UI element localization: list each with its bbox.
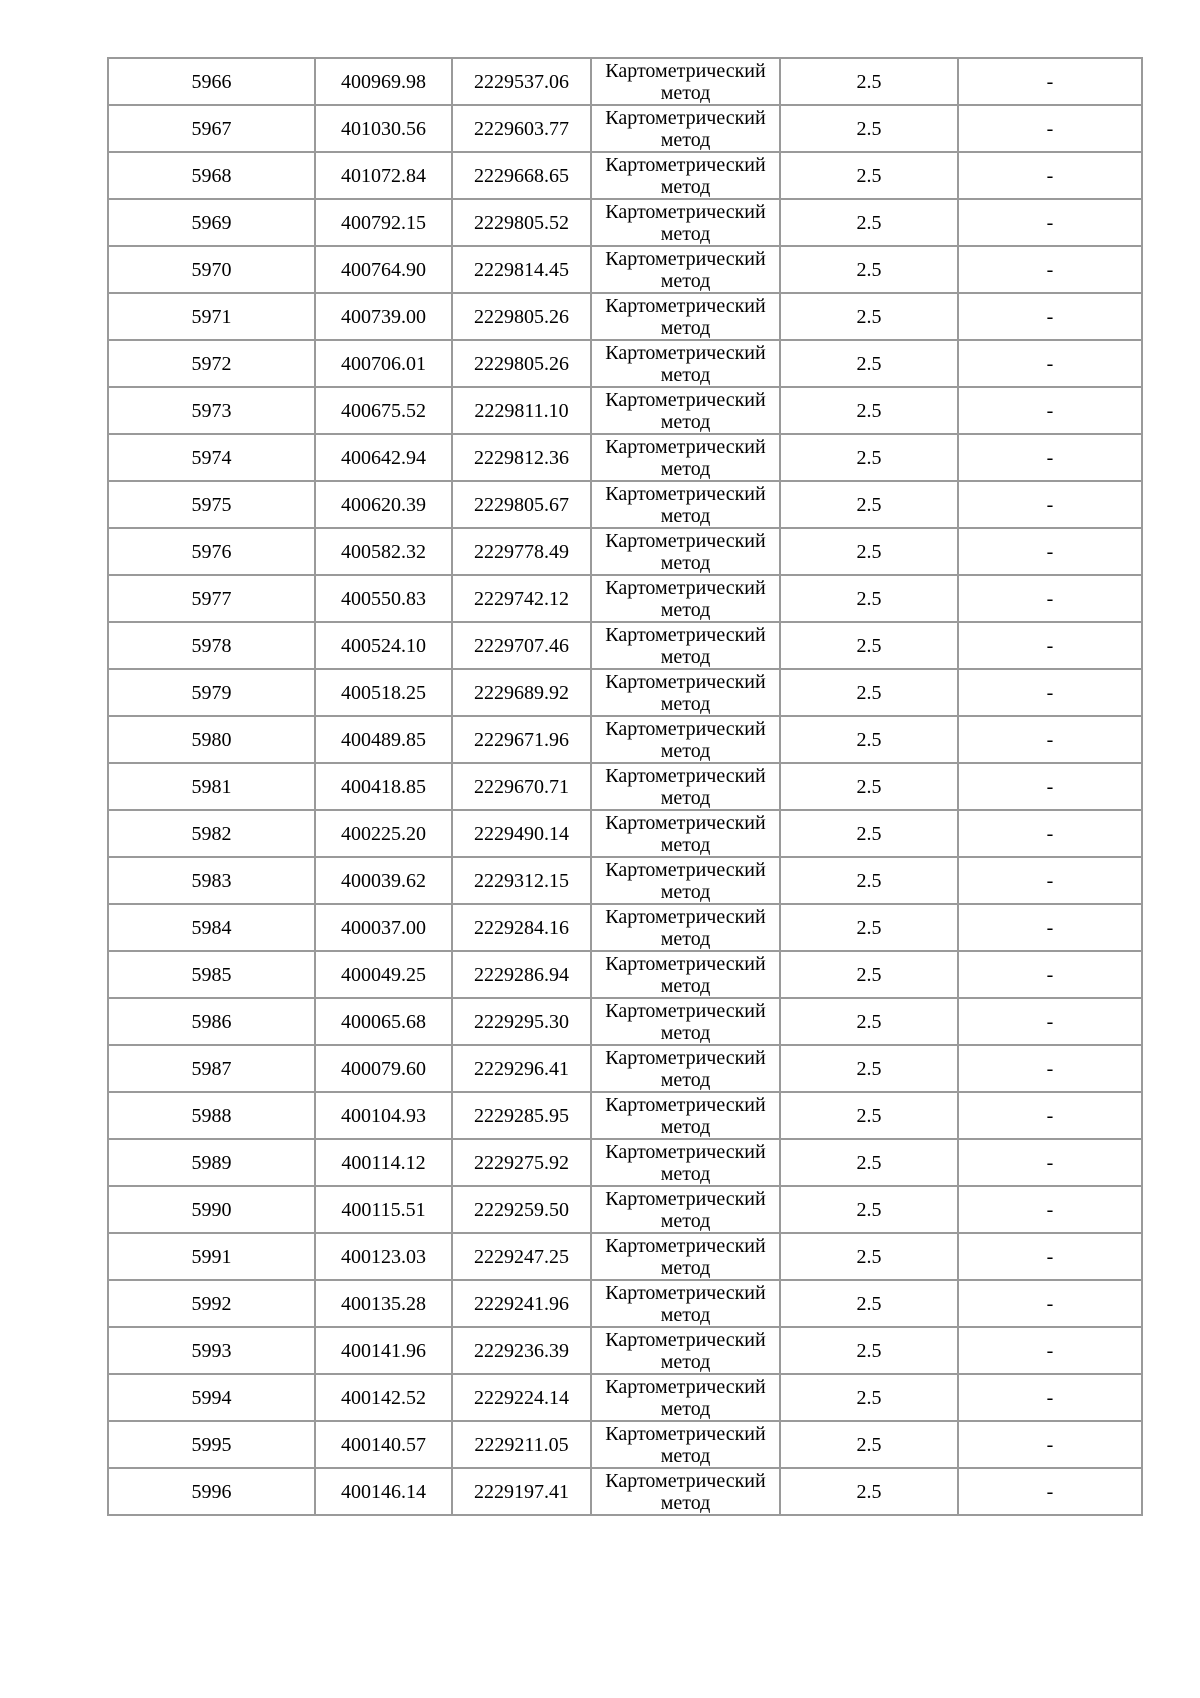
accuracy-cell: 2.5 (780, 669, 958, 716)
table-row (108, 716, 1142, 763)
point-number-cell: 5985 (108, 951, 315, 998)
method-line-1: Картометрический (605, 482, 766, 505)
method-line-1: Картометрический (605, 435, 766, 458)
note-cell: - (958, 58, 1142, 105)
note-cell: - (958, 481, 1142, 528)
method-line-1: Картометрический (605, 1093, 766, 1116)
table-row (108, 951, 1142, 998)
method-line-2: метод (660, 363, 711, 386)
method-line-1: Картометрический (605, 1234, 766, 1257)
x-coordinate-cell: 400620.39 (315, 481, 452, 528)
method-line-2: метод (660, 1115, 711, 1138)
x-coordinate-cell: 400706.01 (315, 340, 452, 387)
method-line-2: метод (660, 410, 711, 433)
accuracy-cell: 2.5 (780, 998, 958, 1045)
coordinates-table (107, 57, 1143, 1516)
accuracy-cell: 2.5 (780, 716, 958, 763)
x-coordinate-cell: 400524.10 (315, 622, 452, 669)
accuracy-cell: 2.5 (780, 481, 958, 528)
method-line-1: Картометрический (605, 1187, 766, 1210)
note-cell: - (958, 669, 1142, 716)
table-row (108, 1421, 1142, 1468)
y-coordinate-cell: 2229814.45 (452, 246, 591, 293)
method-cell (591, 763, 780, 810)
note-cell: - (958, 1139, 1142, 1186)
method-line-2: метод (660, 833, 711, 856)
point-number-cell: 5996 (108, 1468, 315, 1515)
table-row (108, 387, 1142, 434)
x-coordinate-cell: 400135.28 (315, 1280, 452, 1327)
point-number-cell: 5988 (108, 1092, 315, 1139)
x-coordinate-cell: 400146.14 (315, 1468, 452, 1515)
method-line-1: Картометрический (605, 1375, 766, 1398)
accuracy-cell: 2.5 (780, 1468, 958, 1515)
y-coordinate-cell: 2229490.14 (452, 810, 591, 857)
accuracy-cell: 2.5 (780, 1421, 958, 1468)
method-line-2: метод (660, 786, 711, 809)
point-number-cell: 5971 (108, 293, 315, 340)
y-coordinate-cell: 2229259.50 (452, 1186, 591, 1233)
y-coordinate-cell: 2229296.41 (452, 1045, 591, 1092)
x-coordinate-cell: 400049.25 (315, 951, 452, 998)
method-cell (591, 669, 780, 716)
table-row (108, 434, 1142, 481)
method-line-2: метод (660, 739, 711, 762)
accuracy-cell: 2.5 (780, 1092, 958, 1139)
method-line-1: Картометрический (605, 623, 766, 646)
accuracy-cell: 2.5 (780, 528, 958, 575)
method-line-1: Картометрический (605, 59, 766, 82)
method-line-1: Картометрический (605, 764, 766, 787)
note-cell: - (958, 105, 1142, 152)
y-coordinate-cell: 2229241.96 (452, 1280, 591, 1327)
y-coordinate-cell: 2229707.46 (452, 622, 591, 669)
table-row (108, 622, 1142, 669)
note-cell: - (958, 1280, 1142, 1327)
accuracy-cell: 2.5 (780, 857, 958, 904)
accuracy-cell: 2.5 (780, 293, 958, 340)
x-coordinate-cell: 400418.85 (315, 763, 452, 810)
method-cell (591, 58, 780, 105)
point-number-cell: 5983 (108, 857, 315, 904)
x-coordinate-cell: 400079.60 (315, 1045, 452, 1092)
note-cell: - (958, 716, 1142, 763)
method-line-2: метод (660, 1162, 711, 1185)
point-number-cell: 5969 (108, 199, 315, 246)
table-row (108, 1186, 1142, 1233)
y-coordinate-cell: 2229236.39 (452, 1327, 591, 1374)
method-line-2: метод (660, 504, 711, 527)
method-line-2: метод (660, 1303, 711, 1326)
method-line-2: метод (660, 128, 711, 151)
accuracy-cell: 2.5 (780, 1139, 958, 1186)
y-coordinate-cell: 2229285.95 (452, 1092, 591, 1139)
x-coordinate-cell: 400489.85 (315, 716, 452, 763)
y-coordinate-cell: 2229805.52 (452, 199, 591, 246)
y-coordinate-cell: 2229312.15 (452, 857, 591, 904)
accuracy-cell: 2.5 (780, 434, 958, 481)
accuracy-cell: 2.5 (780, 622, 958, 669)
method-line-2: метод (660, 81, 711, 104)
y-coordinate-cell: 2229275.92 (452, 1139, 591, 1186)
point-number-cell: 5995 (108, 1421, 315, 1468)
table-row (108, 340, 1142, 387)
method-line-1: Картометрический (605, 999, 766, 1022)
method-line-1: Картометрический (605, 1422, 766, 1445)
y-coordinate-cell: 2229537.06 (452, 58, 591, 105)
note-cell: - (958, 1468, 1142, 1515)
method-line-2: метод (660, 1491, 711, 1514)
method-line-1: Картометрический (605, 1046, 766, 1069)
point-number-cell: 5992 (108, 1280, 315, 1327)
method-line-1: Картометрический (605, 905, 766, 928)
method-line-2: метод (660, 927, 711, 950)
method-cell (591, 246, 780, 293)
method-line-2: метод (660, 598, 711, 621)
method-line-2: метод (660, 1256, 711, 1279)
accuracy-cell: 2.5 (780, 904, 958, 951)
point-number-cell: 5982 (108, 810, 315, 857)
method-line-2: метод (660, 1444, 711, 1467)
note-cell: - (958, 1327, 1142, 1374)
y-coordinate-cell: 2229668.65 (452, 152, 591, 199)
point-number-cell: 5990 (108, 1186, 315, 1233)
point-number-cell: 5977 (108, 575, 315, 622)
method-line-2: метод (660, 1068, 711, 1091)
accuracy-cell: 2.5 (780, 1327, 958, 1374)
table-row (108, 246, 1142, 293)
y-coordinate-cell: 2229224.14 (452, 1374, 591, 1421)
method-line-2: метод (660, 1397, 711, 1420)
x-coordinate-cell: 400792.15 (315, 199, 452, 246)
note-cell: - (958, 528, 1142, 575)
note-cell: - (958, 434, 1142, 481)
accuracy-cell: 2.5 (780, 1233, 958, 1280)
table-row (108, 857, 1142, 904)
method-cell (591, 810, 780, 857)
note-cell: - (958, 1374, 1142, 1421)
point-number-cell: 5975 (108, 481, 315, 528)
point-number-cell: 5984 (108, 904, 315, 951)
coordinates-table-body (108, 58, 1142, 1515)
method-cell (591, 434, 780, 481)
table-row (108, 481, 1142, 528)
method-cell (591, 998, 780, 1045)
note-cell: - (958, 1092, 1142, 1139)
method-line-1: Картометрический (605, 247, 766, 270)
x-coordinate-cell: 400115.51 (315, 1186, 452, 1233)
method-line-2: метод (660, 1209, 711, 1232)
method-cell (591, 1092, 780, 1139)
y-coordinate-cell: 2229742.12 (452, 575, 591, 622)
method-line-1: Картометрический (605, 858, 766, 881)
x-coordinate-cell: 400104.93 (315, 1092, 452, 1139)
method-cell (591, 857, 780, 904)
note-cell: - (958, 622, 1142, 669)
x-coordinate-cell: 400550.83 (315, 575, 452, 622)
table-row (108, 152, 1142, 199)
point-number-cell: 5993 (108, 1327, 315, 1374)
method-line-2: метод (660, 269, 711, 292)
method-cell (591, 1327, 780, 1374)
point-number-cell: 5972 (108, 340, 315, 387)
note-cell: - (958, 293, 1142, 340)
note-cell: - (958, 246, 1142, 293)
table-row (108, 1139, 1142, 1186)
y-coordinate-cell: 2229805.26 (452, 340, 591, 387)
method-cell (591, 199, 780, 246)
method-line-2: метод (660, 880, 711, 903)
method-line-1: Картометрический (605, 529, 766, 552)
accuracy-cell: 2.5 (780, 951, 958, 998)
table-row (108, 669, 1142, 716)
method-line-1: Картометрический (605, 1140, 766, 1163)
method-line-1: Картометрический (605, 576, 766, 599)
note-cell: - (958, 1233, 1142, 1280)
accuracy-cell: 2.5 (780, 105, 958, 152)
point-number-cell: 5966 (108, 58, 315, 105)
table-row (108, 528, 1142, 575)
method-line-2: метод (660, 222, 711, 245)
method-line-1: Картометрический (605, 1328, 766, 1351)
x-coordinate-cell: 400969.98 (315, 58, 452, 105)
table-row (108, 199, 1142, 246)
note-cell: - (958, 857, 1142, 904)
point-number-cell: 5968 (108, 152, 315, 199)
accuracy-cell: 2.5 (780, 387, 958, 434)
method-cell (591, 481, 780, 528)
accuracy-cell: 2.5 (780, 1186, 958, 1233)
method-line-1: Картометрический (605, 811, 766, 834)
y-coordinate-cell: 2229670.71 (452, 763, 591, 810)
point-number-cell: 5974 (108, 434, 315, 481)
method-line-2: метод (660, 1350, 711, 1373)
point-number-cell: 5970 (108, 246, 315, 293)
accuracy-cell: 2.5 (780, 1280, 958, 1327)
method-line-1: Картометрический (605, 670, 766, 693)
accuracy-cell: 2.5 (780, 575, 958, 622)
method-cell (591, 575, 780, 622)
x-coordinate-cell: 400518.25 (315, 669, 452, 716)
x-coordinate-cell: 400037.00 (315, 904, 452, 951)
point-number-cell: 5976 (108, 528, 315, 575)
y-coordinate-cell: 2229286.94 (452, 951, 591, 998)
point-number-cell: 5980 (108, 716, 315, 763)
y-coordinate-cell: 2229211.05 (452, 1421, 591, 1468)
method-line-1: Картометрический (605, 200, 766, 223)
accuracy-cell: 2.5 (780, 58, 958, 105)
method-line-1: Картометрический (605, 952, 766, 975)
method-cell (591, 387, 780, 434)
method-cell (591, 1280, 780, 1327)
point-number-cell: 5989 (108, 1139, 315, 1186)
x-coordinate-cell: 400225.20 (315, 810, 452, 857)
point-number-cell: 5979 (108, 669, 315, 716)
method-line-1: Картометрический (605, 717, 766, 740)
x-coordinate-cell: 400141.96 (315, 1327, 452, 1374)
y-coordinate-cell: 2229197.41 (452, 1468, 591, 1515)
note-cell: - (958, 575, 1142, 622)
point-number-cell: 5994 (108, 1374, 315, 1421)
method-cell (591, 528, 780, 575)
method-cell (591, 1233, 780, 1280)
note-cell: - (958, 387, 1142, 434)
table-row (108, 1280, 1142, 1327)
note-cell: - (958, 904, 1142, 951)
point-number-cell: 5978 (108, 622, 315, 669)
point-number-cell: 5987 (108, 1045, 315, 1092)
note-cell: - (958, 1421, 1142, 1468)
accuracy-cell: 2.5 (780, 246, 958, 293)
method-cell (591, 1421, 780, 1468)
table-row (108, 105, 1142, 152)
method-cell (591, 105, 780, 152)
method-cell (591, 340, 780, 387)
method-line-2: метод (660, 692, 711, 715)
accuracy-cell: 2.5 (780, 1045, 958, 1092)
table-row (108, 998, 1142, 1045)
accuracy-cell: 2.5 (780, 340, 958, 387)
point-number-cell: 5986 (108, 998, 315, 1045)
method-line-1: Картометрический (605, 1281, 766, 1304)
x-coordinate-cell: 401030.56 (315, 105, 452, 152)
accuracy-cell: 2.5 (780, 763, 958, 810)
x-coordinate-cell: 401072.84 (315, 152, 452, 199)
accuracy-cell: 2.5 (780, 810, 958, 857)
method-cell (591, 1374, 780, 1421)
method-cell (591, 152, 780, 199)
note-cell: - (958, 763, 1142, 810)
table-row (108, 575, 1142, 622)
note-cell: - (958, 810, 1142, 857)
method-line-2: метод (660, 175, 711, 198)
x-coordinate-cell: 400142.52 (315, 1374, 452, 1421)
method-cell (591, 716, 780, 763)
method-cell (591, 1139, 780, 1186)
table-row (108, 293, 1142, 340)
y-coordinate-cell: 2229778.49 (452, 528, 591, 575)
y-coordinate-cell: 2229671.96 (452, 716, 591, 763)
table-row (108, 810, 1142, 857)
x-coordinate-cell: 400039.62 (315, 857, 452, 904)
method-cell (591, 622, 780, 669)
point-number-cell: 5991 (108, 1233, 315, 1280)
table-row (108, 1045, 1142, 1092)
method-line-2: метод (660, 316, 711, 339)
y-coordinate-cell: 2229811.10 (452, 387, 591, 434)
y-coordinate-cell: 2229284.16 (452, 904, 591, 951)
table-row (108, 1374, 1142, 1421)
x-coordinate-cell: 400739.00 (315, 293, 452, 340)
note-cell: - (958, 1045, 1142, 1092)
x-coordinate-cell: 400065.68 (315, 998, 452, 1045)
method-cell (591, 1468, 780, 1515)
method-line-1: Картометрический (605, 341, 766, 364)
note-cell: - (958, 998, 1142, 1045)
y-coordinate-cell: 2229603.77 (452, 105, 591, 152)
table-row (108, 1233, 1142, 1280)
method-line-2: метод (660, 551, 711, 574)
table-row (108, 763, 1142, 810)
point-number-cell: 5981 (108, 763, 315, 810)
note-cell: - (958, 951, 1142, 998)
method-cell (591, 951, 780, 998)
accuracy-cell: 2.5 (780, 199, 958, 246)
method-line-2: метод (660, 645, 711, 668)
x-coordinate-cell: 400582.32 (315, 528, 452, 575)
x-coordinate-cell: 400764.90 (315, 246, 452, 293)
method-line-1: Картометрический (605, 1469, 766, 1492)
method-line-1: Картометрический (605, 153, 766, 176)
method-line-1: Картометрический (605, 388, 766, 411)
accuracy-cell: 2.5 (780, 1374, 958, 1421)
table-row (108, 904, 1142, 951)
accuracy-cell: 2.5 (780, 152, 958, 199)
note-cell: - (958, 340, 1142, 387)
method-line-2: метод (660, 457, 711, 480)
x-coordinate-cell: 400114.12 (315, 1139, 452, 1186)
table-row (108, 1092, 1142, 1139)
note-cell: - (958, 152, 1142, 199)
table-row (108, 1327, 1142, 1374)
y-coordinate-cell: 2229812.36 (452, 434, 591, 481)
table-row (108, 1468, 1142, 1515)
method-line-2: метод (660, 1021, 711, 1044)
method-cell (591, 1045, 780, 1092)
y-coordinate-cell: 2229805.26 (452, 293, 591, 340)
x-coordinate-cell: 400642.94 (315, 434, 452, 481)
method-cell (591, 293, 780, 340)
y-coordinate-cell: 2229295.30 (452, 998, 591, 1045)
y-coordinate-cell: 2229689.92 (452, 669, 591, 716)
method-line-2: метод (660, 974, 711, 997)
x-coordinate-cell: 400140.57 (315, 1421, 452, 1468)
point-number-cell: 5967 (108, 105, 315, 152)
x-coordinate-cell: 400675.52 (315, 387, 452, 434)
point-number-cell: 5973 (108, 387, 315, 434)
method-line-1: Картометрический (605, 106, 766, 129)
note-cell: - (958, 1186, 1142, 1233)
method-cell (591, 904, 780, 951)
method-line-1: Картометрический (605, 294, 766, 317)
table-row (108, 58, 1142, 105)
method-cell (591, 1186, 780, 1233)
x-coordinate-cell: 400123.03 (315, 1233, 452, 1280)
y-coordinate-cell: 2229805.67 (452, 481, 591, 528)
y-coordinate-cell: 2229247.25 (452, 1233, 591, 1280)
note-cell: - (958, 199, 1142, 246)
